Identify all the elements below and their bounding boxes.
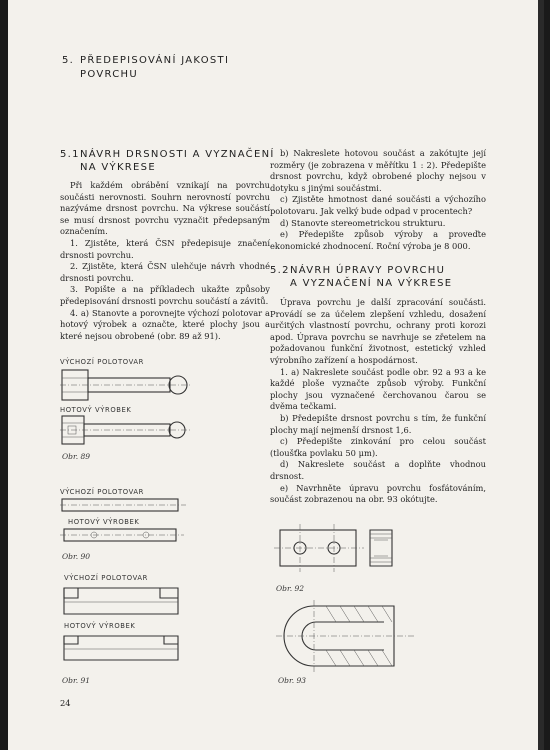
chapter-title-line1: PŘEDEPISOVÁNÍ JAKOSTI — [80, 55, 230, 66]
fig89-caption: Obr. 89 — [62, 452, 91, 461]
section-51-body — [60, 180, 270, 342]
section-51-title-line1: NÁVRH DRSNOSTI A VYZNAČENÍ — [80, 149, 275, 160]
fig89-label-blank: VÝCHOZÍ POLOTOVAR — [60, 358, 144, 366]
section-52-title-line1: NÁVRH ÚPRAVY POVRCHU — [290, 265, 446, 276]
fig89-blank-drawing — [60, 368, 200, 408]
right-top-body — [270, 148, 486, 252]
page-number: 24 — [60, 698, 71, 708]
section-51-paragraph: Při každém obrábění vznikají na povrchu součásti nerovnosti. Souhrn nerovností povrchu nazýváme drsnost povrchu. Na výkrese součástí se musí drsnost povrchu vyznačit předepsaným označením. — [60, 180, 270, 237]
right-top-paragraph: b) Nakreslete hotovou součást a zakótujte její rozměry (je zobrazena v měřítku 1 : 2). Předepište drsnost povrchu, když obrobené plochy nejsou v dotyku s jinými součástmi. — [270, 148, 486, 193]
fig91-label-blank: VÝCHOZÍ POLOTOVAR — [64, 574, 148, 582]
section-52-paragraph: c) Předepište zinkování pro celou součást (tloušťka povlaku 50 μm). — [270, 436, 486, 458]
fig91-blank-drawing — [60, 584, 190, 620]
section-52-paragraph: b) Předepište drsnost povrchu s tím, že funkční plochy mají nejmenší drsnost 1,6. — [270, 412, 486, 435]
fig91-caption: Obr. 91 — [62, 676, 91, 685]
chapter-number: 5. — [62, 55, 75, 66]
section-51-title-line2: NA VÝKRESE — [80, 162, 156, 173]
section-52-paragraph: Úprava povrchu je další zpracování součásti. Provádí se za účelem zlepšení vzhledu, dosažení určitých vlastností povrchu, ochrany proti korozi apod. Úprava povrchu se navrhuje se zřetelem na požadovanou funkční životnost, estetický vzhled výrobního zařízení a hospodárnost. — [270, 297, 486, 365]
fig90-label-blank: VÝCHOZÍ POLOTOVAR — [60, 488, 144, 496]
fig90-caption: Obr. 90 — [62, 552, 91, 561]
fig89-product-drawing — [60, 414, 200, 448]
section-51-paragraph: 4. a) Stanovte a porovnejte výchozí polotovar a hotový výrobek a označte, které plochy jsou a které nejsou obrobené (obr. 89 až 91). — [60, 307, 270, 341]
fig93-drawing — [274, 600, 424, 674]
fig89-label-product: HOTOVÝ VÝROBEK — [60, 406, 132, 414]
book-page — [8, 0, 544, 750]
section-52-title-line2: A VYZNAČENÍ NA VÝKRESE — [290, 278, 453, 289]
chapter-title-line2: POVRCHU — [80, 69, 138, 80]
section-51-paragraph: 2. Zjistěte, která ČSN ulehčuje návrh vhodné drsnosti povrchu. — [60, 261, 270, 283]
fig90-label-product: HOTOVÝ VÝROBEK — [68, 518, 140, 526]
fig91-product-drawing — [60, 632, 190, 666]
right-top-paragraph: d) Stanovte stereometrickou strukturu. — [280, 217, 446, 228]
section-52-paragraph: d) Nakreslete součást a doplňte vhodnou drsnost. — [270, 459, 486, 481]
fig92-drawing — [274, 520, 414, 580]
section-52-body — [270, 297, 486, 506]
section-52-paragraph: 1. a) Nakreslete součást podle obr. 92 a 93 a ke každé ploše vyznačte způsob výroby. Funkční plochy jsou vyznačené čerchovanou čarou se dvěma tečkami. — [270, 366, 486, 412]
fig93-caption: Obr. 93 — [278, 676, 307, 685]
right-top-paragraph: c) Zjistěte hmotnost dané součásti a výchozího polotovaru. Jak velký bude odpad v procentech? — [270, 194, 486, 216]
section-51-number: 5.1 — [60, 149, 80, 160]
section-52-number: 5.2 — [270, 265, 290, 276]
fig91-label-product: HOTOVÝ VÝROBEK — [64, 622, 136, 630]
page-binding-edge — [538, 0, 544, 750]
section-51-paragraph: 1. Zjistěte, která ČSN předepisuje značení drsnosti povrchu. — [60, 237, 270, 260]
fig92-caption: Obr. 92 — [276, 584, 305, 593]
fig90-blank-drawing — [60, 497, 190, 515]
section-52-paragraph: e) Navrhněte úpravu povrchu fosfátováním, součást zobrazenou na obr. 93 okótujte. — [270, 482, 486, 505]
section-51-paragraph: 3. Popište a na příkladech ukažte způsoby předepisování drsnosti povrchu součástí a závitů. — [60, 284, 270, 306]
fig90-product-drawing — [60, 526, 190, 546]
right-top-paragraph: e) Předepište způsob výroby a proveďte ekonomické zhodnocení. Roční výroba je 8 000. — [270, 229, 486, 251]
